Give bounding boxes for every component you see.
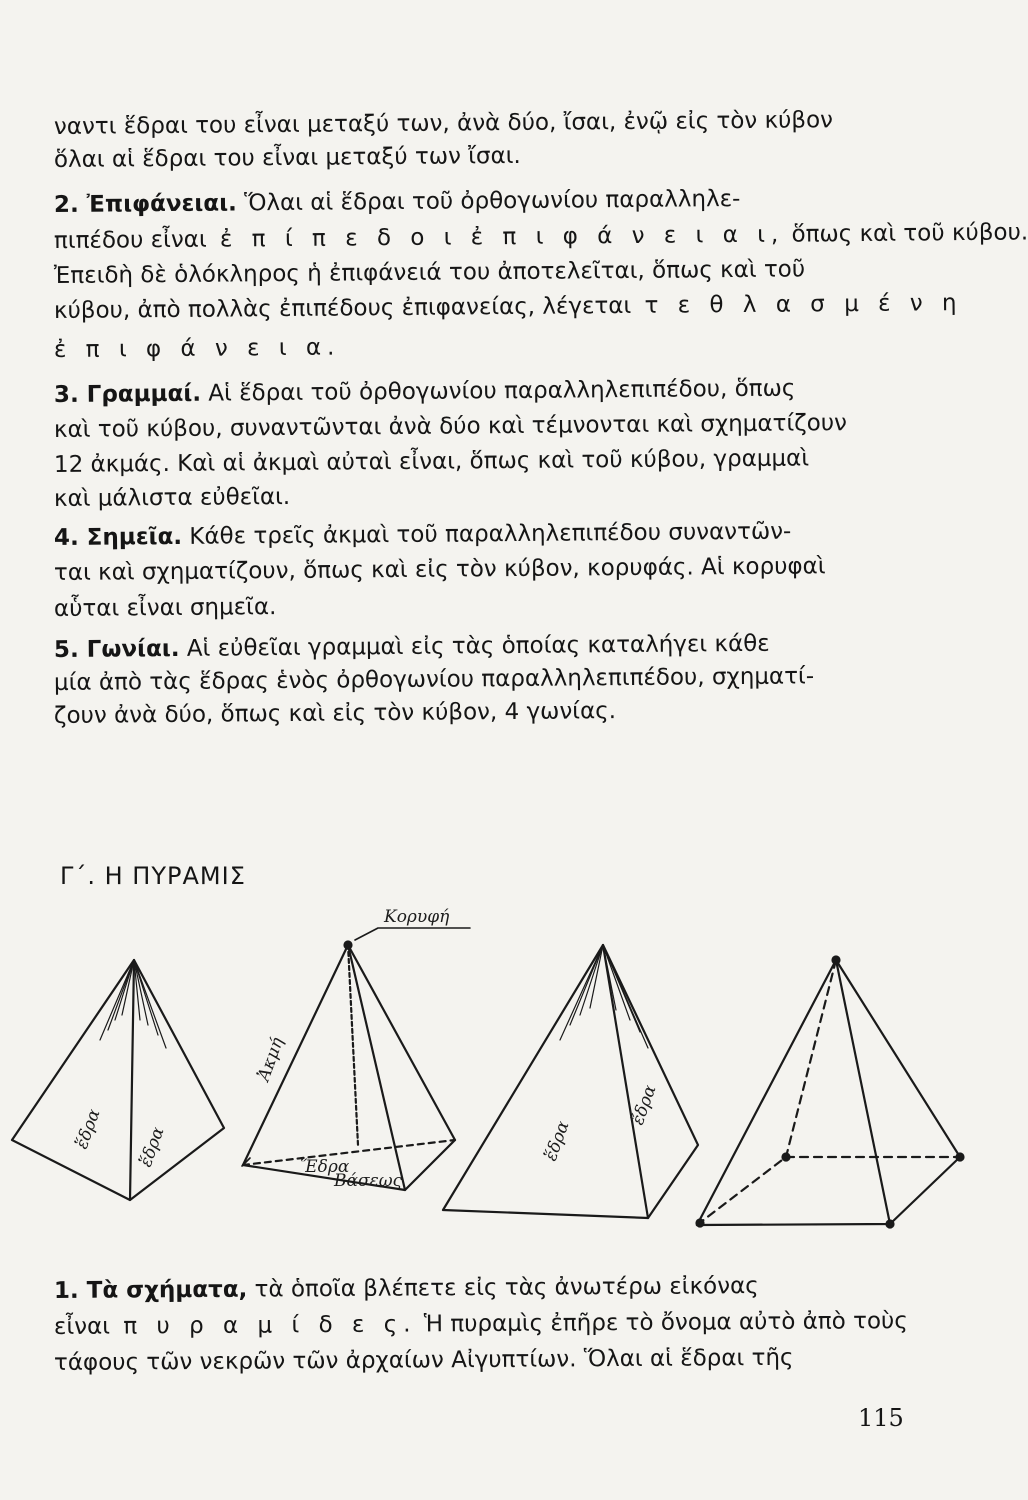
text-line: 12 ἀκμάς. Καὶ αἱ ἀκμαὶ αὐταὶ εἶναι, ὅπως καὶ τοῦ κύβου, γραμμαὶ xyxy=(53,445,810,478)
face-label: ἕδρα xyxy=(71,1106,105,1152)
paragraph-lead: 2. Ἐπιφάνειαι. xyxy=(53,190,237,218)
text-line: ὅλαι αἱ ἕδραι του εἶναι μεταξύ των ἴσαι. xyxy=(53,142,521,173)
text-line: ζουν ἀνὰ δύο, ὅπως καὶ εἰς τὸν κύβον, 4 γωνίας. xyxy=(53,698,617,729)
text-line: κύβου, ἀπὸ πολλὰς ἐπιπέδους ἐπιφανείας, λέγεται τ ε θ λ α σ μ έ ν η xyxy=(53,290,963,324)
text-line: 3. Γραμμαί. Αἱ ἕδραι τοῦ ὀρθογωνίου παραλληλεπιπέδου, ὅπως xyxy=(53,375,796,408)
text-line: 4. Σημεῖα. Κάθε τρεῖς ἀκμαὶ τοῦ παραλληλεπιπέδου συναντῶν- xyxy=(53,518,792,551)
text-line: ται καὶ σχηματίζουν, ὅπως καὶ εἰς τὸν κύβον, κορυφάς. Αἱ κορυφαὶ xyxy=(53,553,826,586)
text-line: πιπέδου εἶναι ἐ π ί π ε δ ο ι ἐ π ι φ ά ν ε ι α ι, ὅπως καὶ τοῦ κύβου. xyxy=(53,219,1028,254)
paragraph-lead: 3. Γραμμαί. xyxy=(53,380,202,408)
text-line xyxy=(54,327,914,365)
text-line: 2. Ἐπιφάνειαι. Ὅλαι αἱ ἕδραι τοῦ ὀρθογωνίου παραλληλε- xyxy=(53,186,741,218)
text-line: καὶ μάλιστα εὐθεῖαι. xyxy=(53,483,291,512)
face-label: ἕδρα xyxy=(135,1124,169,1170)
pyramid-square-hidden-edges xyxy=(697,957,964,1228)
section-heading: Γ΄. Η ΠΥΡΑΜΙΣ xyxy=(60,862,246,890)
page-number: 115 xyxy=(858,1404,904,1432)
text-line: 5. Γωνίαι. Αἱ εὐθεῖαι γραμμαὶ εἰς τὰς ὁποίας καταλήγει κάθε xyxy=(53,630,770,663)
text-line: 1. Τὰ σχήματα, τὰ ὁποῖα βλέπετε εἰς τὰς ἀνωτέρω εἰκόνας xyxy=(53,1273,759,1304)
paragraph-lead: 4. Σημεῖα. xyxy=(53,523,183,551)
emphasized-term: ἐ π ι φ ά ν ε ι α. xyxy=(53,334,341,363)
base-face-label: Ἕδρα xyxy=(300,1157,350,1177)
text-line: αὗται εἶναι σημεῖα. xyxy=(53,594,277,622)
face-label: ἕδρα xyxy=(627,1082,661,1128)
apex-label: Κορυφή xyxy=(384,907,450,927)
edge-label: Ἀκμή xyxy=(253,1034,288,1084)
apex-point xyxy=(345,942,352,949)
paragraph-lead: 1. Τὰ σχήματα, xyxy=(53,1276,248,1304)
pyramid-square-hatched xyxy=(443,945,698,1218)
emphasized-term: τ ε θ λ α σ μ έ ν η xyxy=(631,290,963,319)
emphasized-term: ἐ π ί π ε δ ο ι ἐ π ι φ ά ν ε ι α ι, xyxy=(206,221,785,253)
base-word-label: Βάσεως xyxy=(334,1171,403,1191)
emphasized-term: π υ ρ α μ ί δ ε ς. xyxy=(109,1311,417,1340)
text-line: μία ἀπὸ τὰς ἕδρας ἑνὸς ὀρθογωνίου παραλληλεπιπέδου, σχηματί- xyxy=(53,663,815,696)
pyramid-illustrations xyxy=(0,905,997,1245)
face-label: ἕδρα xyxy=(540,1118,574,1164)
text-line: Ἐπειδὴ δὲ ὁλόκληρος ἡ ἐπιφάνειά του ἀποτελεῖται, ὅπως καὶ τοῦ xyxy=(53,256,806,289)
text-line: εἶναι π υ ρ α μ ί δ ε ς. Ἡ πυραμὶς ἐπῆρε τὸ ὄνομα αὐτὸ ἀπὸ τοὺς xyxy=(53,1308,908,1340)
text-line: ναντι ἕδραι του εἶναι μεταξύ των, ἀνὰ δύο, ἴσαι, ἐνῷ εἰς τὸν κύβον xyxy=(53,107,834,140)
paragraph-lead: 5. Γωνίαι. xyxy=(53,635,180,663)
text-line: τάφους τῶν νεκρῶν τῶν ἀρχαίων Αἰγυπτίων. Ὅλαι αἱ ἕδραι τῆς xyxy=(53,1344,794,1376)
text-line: καὶ τοῦ κύβου, συναντῶνται ἀνὰ δύο καὶ τέμνονται καὶ σχηματίζουν xyxy=(53,410,848,443)
pyramid-triangular-hatched xyxy=(12,960,224,1200)
